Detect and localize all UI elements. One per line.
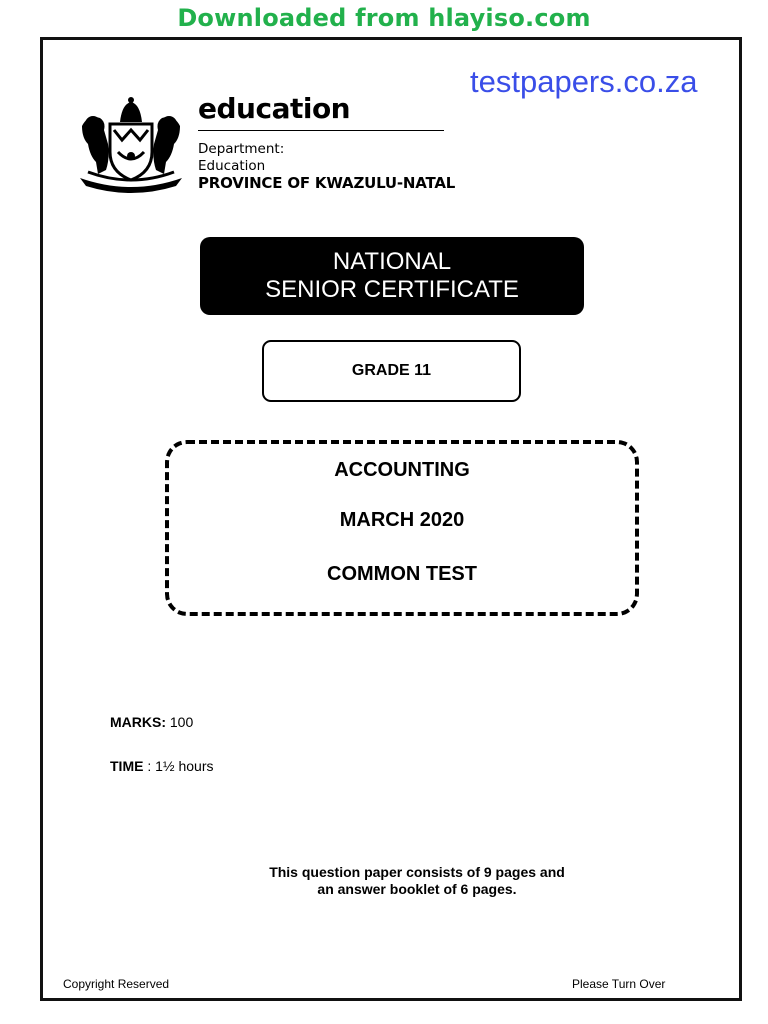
grade-box: GRADE 11 xyxy=(262,340,521,402)
subject-name: ACCOUNTING xyxy=(334,459,470,481)
marks-line xyxy=(110,714,193,730)
coat-of-arms-icon xyxy=(76,96,186,196)
exam-type: COMMON TEST xyxy=(327,563,477,585)
dept-label: Department: xyxy=(198,141,285,157)
time-label: TIME xyxy=(110,758,144,774)
certificate-line1: NATIONAL xyxy=(332,248,452,275)
certificate-banner xyxy=(200,237,584,315)
certificate-line2: SENIOR CERTIFICATE xyxy=(265,276,519,303)
page-count-line1: This question paper consists of 9 pages and xyxy=(269,864,565,880)
page-count-line2: an answer booklet of 6 pages. xyxy=(317,881,517,897)
department-block xyxy=(198,141,455,192)
exam-date: MARCH 2020 xyxy=(339,509,465,531)
marks-value: 100 xyxy=(169,714,194,730)
copyright-text: Copyright Reserved xyxy=(63,977,170,991)
education-logo-word: education xyxy=(198,92,351,125)
time-value: : 1½ hours xyxy=(147,758,214,774)
dept-name: Education xyxy=(198,158,266,174)
turn-over-text: Please Turn Over xyxy=(572,977,666,991)
page-count-note xyxy=(0,864,768,898)
download-banner: Downloaded from hlayiso.com xyxy=(177,4,591,32)
header-rule xyxy=(198,130,444,131)
time-line xyxy=(110,758,214,774)
province-name: PROVINCE OF KWAZULU-NATAL xyxy=(198,174,456,192)
watermark-text: testpapers.co.za xyxy=(470,64,698,99)
marks-label: MARKS: xyxy=(110,714,166,730)
